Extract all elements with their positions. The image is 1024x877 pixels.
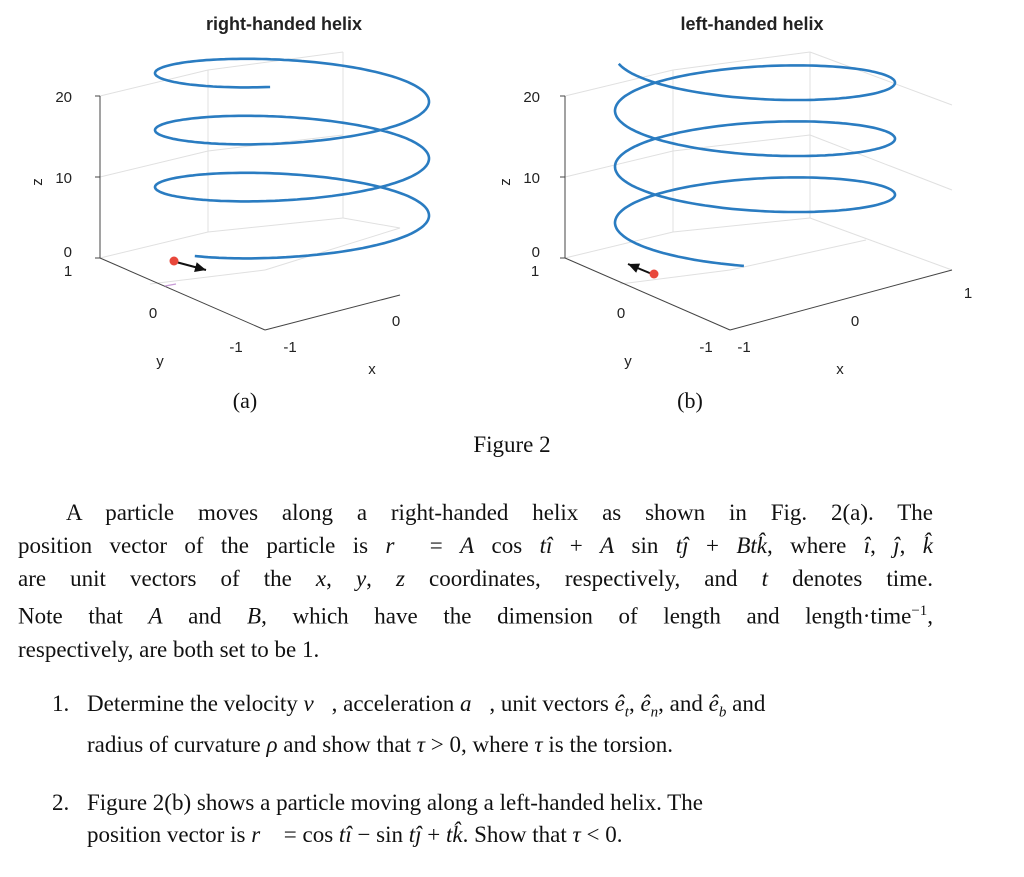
panel-b-z-tick: 20 [523,89,540,106]
panel-a-x-tick: 0 [391,313,401,330]
paragraph-line: respectively, are both set to be 1. [18,636,320,662]
question-line: radius of curvature ρ and show that τ > 0, where τ is the torsion. [87,731,673,757]
question-line: Figure 2(b) shows a particle moving along a left-handed helix. The [87,789,703,815]
question-number: 1. [52,691,70,716]
panel-b-x-tick: 1 [963,285,973,302]
panel-b-x-tick: -1 [737,339,751,356]
paragraph-line: are unit vectors of the x, y, z coordinates, respectively, and t denotes time. [18,566,934,591]
panel-b-y-tick: 0 [616,305,626,322]
panel-b-plot [497,14,972,378]
paragraph-line: A particle moves along a right-handed helix as shown in Fig. 2(a). The [66,500,933,525]
paragraph-line: position vector of the particle is r⃗ = A cos tî + A sin tĵ + Btk̂, where î, ĵ, k̂ [18,533,933,558]
panel-a-y-tick: 1 [63,263,73,280]
panel-b-title: left-handed helix [680,14,824,34]
panel-b-x-label: x [836,361,844,378]
panel-a-z-tick: 10 [55,170,72,187]
panel-a-title: right-handed helix [205,14,363,34]
panel-a-plot [29,14,429,378]
question-line: position vector is r⃗ = cos tî − sin tĵ + tk̂. Show that τ < 0. [87,821,623,847]
figure-2 [0,0,1024,430]
panel-b-sublabel: (b) [677,388,703,413]
panel-a-y-label: y [156,353,164,370]
paragraph-line: Note that A and B, which have the dimension of length and length·time$^{-1}$, [18,603,934,629]
panel-a-particle-marker [170,257,179,266]
panel-b-z-tick: 10 [523,170,540,187]
panel-a-sublabel: (a) [232,388,258,413]
question-item [52,787,932,851]
panel-a-z-tick: 0 [63,244,72,261]
panel-a-x-tick: -1 [283,339,297,356]
panel-b-y-label: y [624,353,632,370]
panel-b-z-label: z [497,178,514,186]
panel-a-y-tick: -1 [229,339,243,356]
panel-b-x-tick: 0 [850,313,860,330]
panel-a-z-label: z [29,178,46,186]
panel-a-axes [95,96,400,330]
panel-a-helix-curve [155,59,429,259]
problem-paragraph [18,496,933,666]
question-line: Determine the velocity v⃗, acceleration a⃗, unit vectors $ê_t$, $ê_n$, and $ê_b$ and [87,691,766,721]
question-item [52,688,932,761]
panel-b-y-tick: 1 [530,263,540,280]
panel-b-particle-marker [650,270,659,279]
panel-b-y-tick: -1 [699,339,713,356]
panel-a-small-mark [165,284,176,286]
panel-a-y-tick: 0 [148,305,158,322]
panel-a-z-tick: 20 [55,89,72,106]
question-list [52,688,932,877]
panel-a-x-label: x [368,361,376,378]
panel-b-z-tick: 0 [531,244,540,261]
question-number: 2. [52,789,70,815]
figure-caption: Figure 2 [473,432,551,457]
